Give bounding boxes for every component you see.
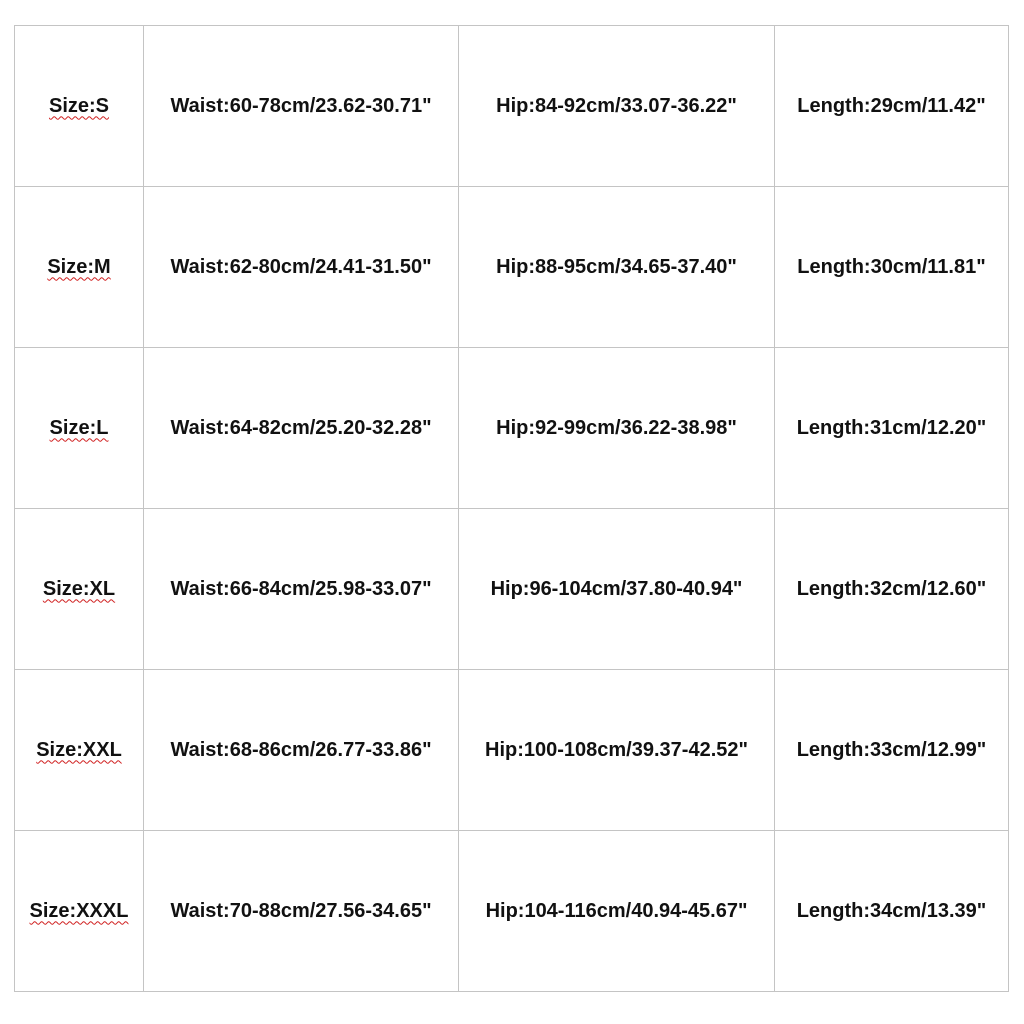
table-row xyxy=(15,26,1009,187)
size-chart xyxy=(14,25,1008,985)
table-row xyxy=(15,348,1009,509)
hip-cell: Hip:88-95cm/34.65-37.40" xyxy=(459,187,775,348)
size-cell xyxy=(15,670,144,831)
size-cell xyxy=(15,187,144,348)
hip-cell: Hip:104-116cm/40.94-45.67" xyxy=(459,831,775,992)
hip-cell: Hip:84-92cm/33.07-36.22" xyxy=(459,26,775,187)
length-cell: Length:31cm/12.20" xyxy=(775,348,1009,509)
table-row xyxy=(15,187,1009,348)
size-label: Size:L xyxy=(49,416,109,439)
waist-cell: Waist:62-80cm/24.41-31.50" xyxy=(144,187,459,348)
waist-cell: Waist:70-88cm/27.56-34.65" xyxy=(144,831,459,992)
table-row xyxy=(15,831,1009,992)
length-cell: Length:30cm/11.81" xyxy=(775,187,1009,348)
hip-cell: Hip:100-108cm/39.37-42.52" xyxy=(459,670,775,831)
table-row xyxy=(15,509,1009,670)
size-chart-table xyxy=(14,25,1009,992)
hip-cell: Hip:92-99cm/36.22-38.98" xyxy=(459,348,775,509)
size-label: Size:XXXL xyxy=(29,899,129,922)
length-cell: Length:29cm/11.42" xyxy=(775,26,1009,187)
size-cell xyxy=(15,26,144,187)
hip-cell: Hip:96-104cm/37.80-40.94" xyxy=(459,509,775,670)
length-cell: Length:32cm/12.60" xyxy=(775,509,1009,670)
size-label: Size:XL xyxy=(42,577,116,600)
table-row xyxy=(15,670,1009,831)
size-cell xyxy=(15,348,144,509)
waist-cell: Waist:64-82cm/25.20-32.28" xyxy=(144,348,459,509)
size-label: Size:XXL xyxy=(36,738,122,761)
waist-cell: Waist:68-86cm/26.77-33.86" xyxy=(144,670,459,831)
size-cell xyxy=(15,831,144,992)
size-cell xyxy=(15,509,144,670)
waist-cell: Waist:60-78cm/23.62-30.71" xyxy=(144,26,459,187)
length-cell: Length:34cm/13.39" xyxy=(775,831,1009,992)
size-label: Size:M xyxy=(47,255,111,278)
length-cell: Length:33cm/12.99" xyxy=(775,670,1009,831)
size-label: Size:S xyxy=(48,94,110,117)
waist-cell: Waist:66-84cm/25.98-33.07" xyxy=(144,509,459,670)
